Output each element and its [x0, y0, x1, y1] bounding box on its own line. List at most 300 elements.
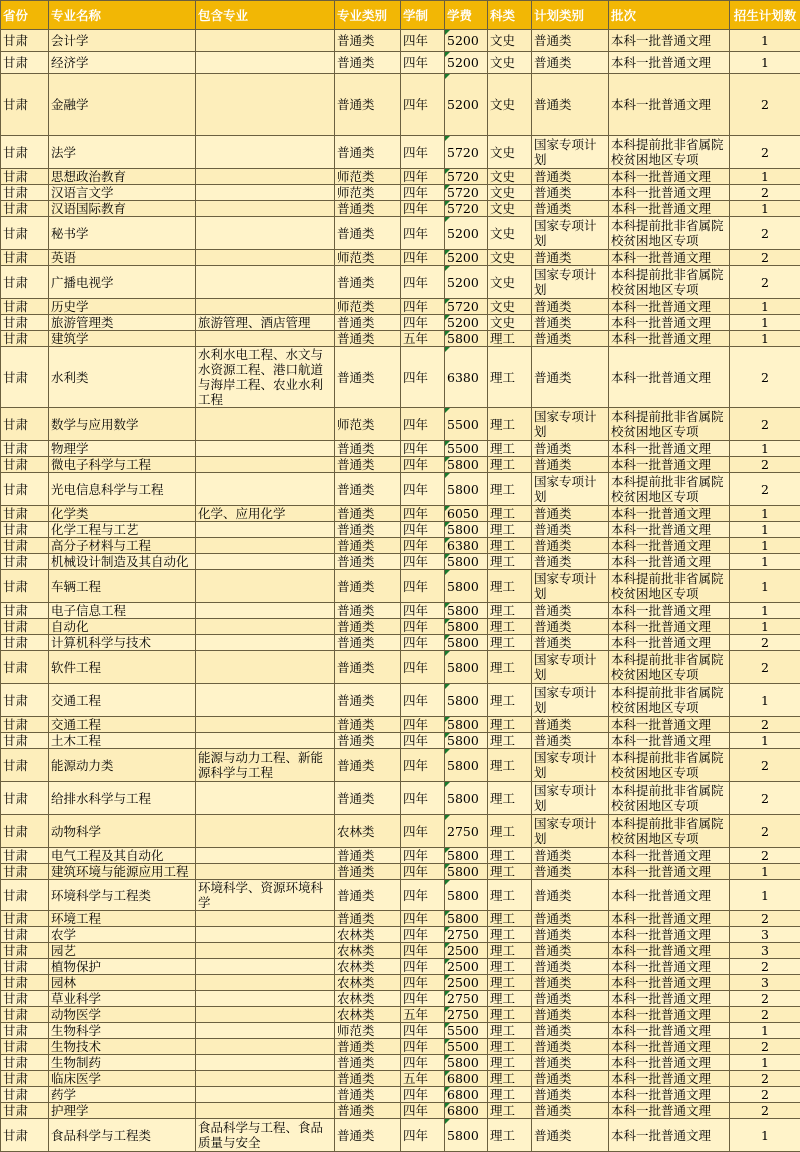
cell-plan-type: 普通类 [532, 441, 609, 457]
table-row [1, 1087, 800, 1103]
cell-plan-type: 国家专项计划 [532, 815, 609, 848]
table-row [1, 733, 800, 749]
cell-province: 甘肃 [1, 1007, 49, 1023]
cell-major: 旅游管理类 [49, 315, 196, 331]
cell-province: 甘肃 [1, 250, 49, 266]
cell-major: 历史学 [49, 299, 196, 315]
cell-includes [196, 991, 335, 1007]
cell-major: 园艺 [49, 943, 196, 959]
cell-fee: 2750 [445, 991, 488, 1007]
cell-province: 甘肃 [1, 538, 49, 554]
cell-batch: 本科一批普通文理 [609, 1023, 730, 1039]
cell-includes [196, 733, 335, 749]
cell-plan-count: 3 [730, 927, 800, 943]
table-row [1, 506, 800, 522]
cell-fee: 5800 [445, 782, 488, 815]
cell-includes [196, 250, 335, 266]
cell-duration: 四年 [401, 538, 445, 554]
cell-fee: 5200 [445, 30, 488, 52]
cell-major-type: 普通类 [335, 880, 401, 911]
cell-major: 环境工程 [49, 911, 196, 927]
table-row [1, 74, 800, 136]
cell-plan-type: 普通类 [532, 864, 609, 880]
cell-batch: 本科提前批非省属院校贫困地区专项 [609, 136, 730, 169]
cell-plan-count: 2 [730, 991, 800, 1007]
cell-major: 水利类 [49, 347, 196, 408]
cell-duration: 四年 [401, 927, 445, 943]
cell-plan-type: 普通类 [532, 347, 609, 408]
cell-major: 动物医学 [49, 1007, 196, 1023]
cell-subject: 理工 [488, 457, 532, 473]
cell-major-type: 普通类 [335, 1103, 401, 1119]
cell-subject: 文史 [488, 74, 532, 136]
cell-duration: 四年 [401, 169, 445, 185]
cell-major-type: 师范类 [335, 250, 401, 266]
cell-subject: 文史 [488, 217, 532, 250]
table-row [1, 217, 800, 250]
cell-major-type: 普通类 [335, 1119, 401, 1152]
cell-plan-count: 2 [730, 136, 800, 169]
cell-plan-type: 普通类 [532, 185, 609, 201]
cell-province: 甘肃 [1, 570, 49, 603]
cell-plan-type: 普通类 [532, 315, 609, 331]
cell-province: 甘肃 [1, 911, 49, 927]
cell-includes [196, 408, 335, 441]
cell-includes: 食品科学与工程、食品质量与安全 [196, 1119, 335, 1152]
cell-plan-count: 1 [730, 684, 800, 717]
cell-fee: 5800 [445, 864, 488, 880]
cell-plan-count: 1 [730, 1119, 800, 1152]
cell-province: 甘肃 [1, 782, 49, 815]
cell-batch: 本科一批普通文理 [609, 1103, 730, 1119]
table-row [1, 1023, 800, 1039]
cell-plan-count: 2 [730, 1039, 800, 1055]
cell-duration: 四年 [401, 619, 445, 635]
cell-subject: 理工 [488, 975, 532, 991]
cell-subject: 理工 [488, 911, 532, 927]
cell-province: 甘肃 [1, 975, 49, 991]
cell-subject: 文史 [488, 169, 532, 185]
cell-includes: 能源与动力工程、新能源科学与工程 [196, 749, 335, 782]
cell-batch: 本科一批普通文理 [609, 943, 730, 959]
cell-province: 甘肃 [1, 506, 49, 522]
cell-major-type: 农林类 [335, 975, 401, 991]
cell-batch: 本科提前批非省属院校贫困地区专项 [609, 570, 730, 603]
cell-province: 甘肃 [1, 347, 49, 408]
cell-plan-type: 国家专项计划 [532, 408, 609, 441]
cell-batch: 本科一批普通文理 [609, 603, 730, 619]
cell-subject: 文史 [488, 315, 532, 331]
cell-batch: 本科一批普通文理 [609, 1055, 730, 1071]
cell-plan-count: 3 [730, 975, 800, 991]
cell-plan-type: 国家专项计划 [532, 782, 609, 815]
cell-duration: 四年 [401, 684, 445, 717]
cell-major-type: 普通类 [335, 1087, 401, 1103]
cell-fee: 5720 [445, 201, 488, 217]
cell-plan-count: 2 [730, 408, 800, 441]
cell-plan-type: 普通类 [532, 717, 609, 733]
cell-province: 甘肃 [1, 1055, 49, 1071]
cell-major-type: 普通类 [335, 603, 401, 619]
cell-plan-count: 2 [730, 1103, 800, 1119]
cell-plan-type: 普通类 [532, 959, 609, 975]
cell-includes [196, 1103, 335, 1119]
cell-batch: 本科提前批非省属院校贫困地区专项 [609, 815, 730, 848]
cell-fee: 5200 [445, 52, 488, 74]
cell-major-type: 师范类 [335, 169, 401, 185]
cell-subject: 理工 [488, 749, 532, 782]
cell-plan-type: 普通类 [532, 522, 609, 538]
cell-major: 生物制药 [49, 1055, 196, 1071]
cell-province: 甘肃 [1, 1103, 49, 1119]
table-row [1, 266, 800, 299]
table-row [1, 52, 800, 74]
cell-province: 甘肃 [1, 603, 49, 619]
cell-batch: 本科提前批非省属院校贫困地区专项 [609, 684, 730, 717]
header-batch: 批次 [609, 1, 730, 30]
cell-includes [196, 959, 335, 975]
cell-plan-count: 2 [730, 1071, 800, 1087]
cell-plan-count: 2 [730, 635, 800, 651]
cell-major-type: 普通类 [335, 331, 401, 347]
cell-includes [196, 848, 335, 864]
cell-includes: 化学、应用化学 [196, 506, 335, 522]
cell-fee: 6050 [445, 506, 488, 522]
cell-subject: 理工 [488, 733, 532, 749]
cell-duration: 四年 [401, 749, 445, 782]
cell-includes [196, 1039, 335, 1055]
cell-major: 建筑学 [49, 331, 196, 347]
cell-duration: 四年 [401, 185, 445, 201]
header-includes: 包含专业 [196, 1, 335, 30]
cell-subject: 理工 [488, 554, 532, 570]
table-row [1, 570, 800, 603]
cell-major: 交通工程 [49, 717, 196, 733]
cell-subject: 理工 [488, 864, 532, 880]
cell-subject: 理工 [488, 880, 532, 911]
table-row [1, 441, 800, 457]
table-row [1, 185, 800, 201]
table-row [1, 848, 800, 864]
cell-duration: 四年 [401, 651, 445, 684]
cell-province: 甘肃 [1, 217, 49, 250]
cell-plan-type: 普通类 [532, 943, 609, 959]
cell-province: 甘肃 [1, 408, 49, 441]
cell-includes [196, 1087, 335, 1103]
cell-province: 甘肃 [1, 74, 49, 136]
cell-province: 甘肃 [1, 266, 49, 299]
cell-duration: 四年 [401, 74, 445, 136]
cell-major-type: 普通类 [335, 651, 401, 684]
cell-major: 农学 [49, 927, 196, 943]
cell-duration: 四年 [401, 554, 445, 570]
cell-major-type: 普通类 [335, 136, 401, 169]
cell-major: 数学与应用数学 [49, 408, 196, 441]
table-row [1, 1103, 800, 1119]
cell-plan-type: 普通类 [532, 74, 609, 136]
cell-duration: 四年 [401, 217, 445, 250]
cell-plan-count: 2 [730, 250, 800, 266]
table-row [1, 169, 800, 185]
header-subject: 科类 [488, 1, 532, 30]
cell-plan-count: 1 [730, 538, 800, 554]
cell-plan-count: 1 [730, 441, 800, 457]
cell-province: 甘肃 [1, 522, 49, 538]
cell-duration: 四年 [401, 733, 445, 749]
cell-includes [196, 943, 335, 959]
cell-subject: 理工 [488, 1071, 532, 1087]
cell-batch: 本科一批普通文理 [609, 52, 730, 74]
cell-major: 经济学 [49, 52, 196, 74]
cell-includes [196, 1071, 335, 1087]
cell-subject: 理工 [488, 1007, 532, 1023]
cell-fee: 5800 [445, 554, 488, 570]
table-row [1, 782, 800, 815]
cell-subject: 文史 [488, 250, 532, 266]
cell-subject: 理工 [488, 619, 532, 635]
cell-plan-count: 2 [730, 457, 800, 473]
table-row [1, 684, 800, 717]
cell-major: 临床医学 [49, 1071, 196, 1087]
cell-major-type: 普通类 [335, 570, 401, 603]
cell-plan-type: 普通类 [532, 52, 609, 74]
cell-province: 甘肃 [1, 959, 49, 975]
cell-includes [196, 1007, 335, 1023]
header-fee: 学费 [445, 1, 488, 30]
cell-includes [196, 651, 335, 684]
cell-province: 甘肃 [1, 201, 49, 217]
cell-fee: 5200 [445, 217, 488, 250]
cell-duration: 四年 [401, 522, 445, 538]
table-row [1, 911, 800, 927]
cell-includes [196, 1055, 335, 1071]
cell-plan-type: 普通类 [532, 991, 609, 1007]
cell-duration: 四年 [401, 250, 445, 266]
cell-subject: 理工 [488, 1087, 532, 1103]
cell-batch: 本科一批普通文理 [609, 331, 730, 347]
cell-major-type: 师范类 [335, 299, 401, 315]
table-row [1, 538, 800, 554]
cell-plan-type: 普通类 [532, 1103, 609, 1119]
table-row [1, 331, 800, 347]
cell-duration: 四年 [401, 991, 445, 1007]
cell-batch: 本科一批普通文理 [609, 538, 730, 554]
table-row [1, 749, 800, 782]
header-major-type: 专业类别 [335, 1, 401, 30]
cell-fee: 5800 [445, 635, 488, 651]
cell-plan-type: 普通类 [532, 1039, 609, 1055]
cell-subject: 理工 [488, 408, 532, 441]
cell-plan-count: 1 [730, 201, 800, 217]
cell-fee: 2500 [445, 959, 488, 975]
cell-fee: 5500 [445, 1039, 488, 1055]
cell-fee: 6380 [445, 347, 488, 408]
cell-province: 甘肃 [1, 299, 49, 315]
cell-province: 甘肃 [1, 943, 49, 959]
cell-fee: 6800 [445, 1103, 488, 1119]
cell-fee: 5800 [445, 911, 488, 927]
cell-batch: 本科一批普通文理 [609, 1071, 730, 1087]
cell-province: 甘肃 [1, 1071, 49, 1087]
cell-major-type: 普通类 [335, 1039, 401, 1055]
cell-includes [196, 457, 335, 473]
cell-plan-count: 1 [730, 30, 800, 52]
cell-includes [196, 441, 335, 457]
cell-major-type: 普通类 [335, 911, 401, 927]
cell-province: 甘肃 [1, 30, 49, 52]
cell-major-type: 普通类 [335, 864, 401, 880]
cell-major-type: 普通类 [335, 457, 401, 473]
cell-plan-count: 1 [730, 1023, 800, 1039]
cell-includes [196, 684, 335, 717]
cell-plan-type: 普通类 [532, 975, 609, 991]
cell-province: 甘肃 [1, 1119, 49, 1152]
table-row [1, 864, 800, 880]
cell-plan-type: 普通类 [532, 1071, 609, 1087]
table-row [1, 635, 800, 651]
cell-includes [196, 717, 335, 733]
cell-duration: 四年 [401, 408, 445, 441]
cell-major: 高分子材料与工程 [49, 538, 196, 554]
cell-duration: 四年 [401, 266, 445, 299]
cell-plan-count: 2 [730, 717, 800, 733]
cell-major: 电子信息工程 [49, 603, 196, 619]
cell-major-type: 普通类 [335, 733, 401, 749]
cell-batch: 本科一批普通文理 [609, 201, 730, 217]
cell-subject: 理工 [488, 1055, 532, 1071]
cell-major-type: 普通类 [335, 506, 401, 522]
cell-fee: 5800 [445, 522, 488, 538]
cell-batch: 本科一批普通文理 [609, 619, 730, 635]
cell-province: 甘肃 [1, 848, 49, 864]
cell-major-type: 普通类 [335, 217, 401, 250]
cell-major-type: 普通类 [335, 266, 401, 299]
cell-subject: 理工 [488, 603, 532, 619]
cell-duration: 四年 [401, 1119, 445, 1152]
cell-subject: 文史 [488, 201, 532, 217]
cell-plan-type: 国家专项计划 [532, 266, 609, 299]
cell-duration: 五年 [401, 1007, 445, 1023]
cell-subject: 文史 [488, 299, 532, 315]
cell-plan-count: 1 [730, 331, 800, 347]
cell-batch: 本科一批普通文理 [609, 457, 730, 473]
cell-fee: 5800 [445, 684, 488, 717]
table-row [1, 299, 800, 315]
cell-fee: 5200 [445, 315, 488, 331]
cell-major-type: 师范类 [335, 1023, 401, 1039]
cell-duration: 四年 [401, 943, 445, 959]
cell-plan-count: 1 [730, 554, 800, 570]
cell-major-type: 普通类 [335, 782, 401, 815]
cell-batch: 本科一批普通文理 [609, 299, 730, 315]
cell-batch: 本科提前批非省属院校贫困地区专项 [609, 266, 730, 299]
cell-duration: 四年 [401, 52, 445, 74]
cell-batch: 本科一批普通文理 [609, 927, 730, 943]
cell-includes [196, 331, 335, 347]
cell-province: 甘肃 [1, 52, 49, 74]
cell-major-type: 普通类 [335, 619, 401, 635]
cell-province: 甘肃 [1, 185, 49, 201]
cell-duration: 四年 [401, 457, 445, 473]
table-row [1, 1071, 800, 1087]
cell-major: 物理学 [49, 441, 196, 457]
cell-plan-count: 1 [730, 315, 800, 331]
cell-includes [196, 52, 335, 74]
cell-duration: 四年 [401, 347, 445, 408]
cell-plan-count: 2 [730, 782, 800, 815]
cell-major: 自动化 [49, 619, 196, 635]
cell-major: 护理学 [49, 1103, 196, 1119]
cell-duration: 四年 [401, 30, 445, 52]
cell-major-type: 普通类 [335, 1055, 401, 1071]
cell-province: 甘肃 [1, 749, 49, 782]
cell-batch: 本科一批普通文理 [609, 864, 730, 880]
cell-batch: 本科一批普通文理 [609, 1087, 730, 1103]
cell-plan-count: 2 [730, 266, 800, 299]
cell-province: 甘肃 [1, 1039, 49, 1055]
cell-batch: 本科提前批非省属院校贫困地区专项 [609, 782, 730, 815]
cell-subject: 理工 [488, 331, 532, 347]
cell-batch: 本科一批普通文理 [609, 522, 730, 538]
cell-major: 电气工程及其自动化 [49, 848, 196, 864]
cell-plan-type: 普通类 [532, 30, 609, 52]
cell-duration: 五年 [401, 331, 445, 347]
cell-major: 环境科学与工程类 [49, 880, 196, 911]
cell-major-type: 普通类 [335, 30, 401, 52]
cell-plan-type: 普通类 [532, 201, 609, 217]
cell-batch: 本科提前批非省属院校贫困地区专项 [609, 749, 730, 782]
cell-plan-type: 普通类 [532, 1055, 609, 1071]
cell-batch: 本科一批普通文理 [609, 441, 730, 457]
cell-major: 微电子科学与工程 [49, 457, 196, 473]
cell-includes [196, 815, 335, 848]
cell-province: 甘肃 [1, 717, 49, 733]
cell-plan-count: 1 [730, 1055, 800, 1071]
cell-major-type: 师范类 [335, 185, 401, 201]
cell-batch: 本科一批普通文理 [609, 848, 730, 864]
cell-batch: 本科一批普通文理 [609, 911, 730, 927]
table-row [1, 943, 800, 959]
cell-includes [196, 473, 335, 506]
cell-major: 生物科学 [49, 1023, 196, 1039]
cell-includes: 旅游管理、酒店管理 [196, 315, 335, 331]
cell-plan-type: 普通类 [532, 1007, 609, 1023]
cell-includes [196, 185, 335, 201]
cell-subject: 文史 [488, 52, 532, 74]
cell-includes: 环境科学、资源环境科学 [196, 880, 335, 911]
cell-major: 金融学 [49, 74, 196, 136]
cell-fee: 2500 [445, 975, 488, 991]
cell-major: 化学类 [49, 506, 196, 522]
cell-plan-type: 普通类 [532, 538, 609, 554]
cell-major: 给排水科学与工程 [49, 782, 196, 815]
cell-fee: 5500 [445, 441, 488, 457]
cell-duration: 四年 [401, 717, 445, 733]
cell-province: 甘肃 [1, 619, 49, 635]
cell-plan-count: 2 [730, 217, 800, 250]
cell-major-type: 农林类 [335, 943, 401, 959]
cell-includes [196, 169, 335, 185]
cell-fee: 5800 [445, 473, 488, 506]
cell-plan-type: 普通类 [532, 1087, 609, 1103]
cell-province: 甘肃 [1, 473, 49, 506]
cell-subject: 理工 [488, 927, 532, 943]
cell-batch: 本科一批普通文理 [609, 554, 730, 570]
cell-subject: 理工 [488, 848, 532, 864]
cell-duration: 四年 [401, 1103, 445, 1119]
cell-major-type: 普通类 [335, 473, 401, 506]
cell-batch: 本科一批普通文理 [609, 959, 730, 975]
